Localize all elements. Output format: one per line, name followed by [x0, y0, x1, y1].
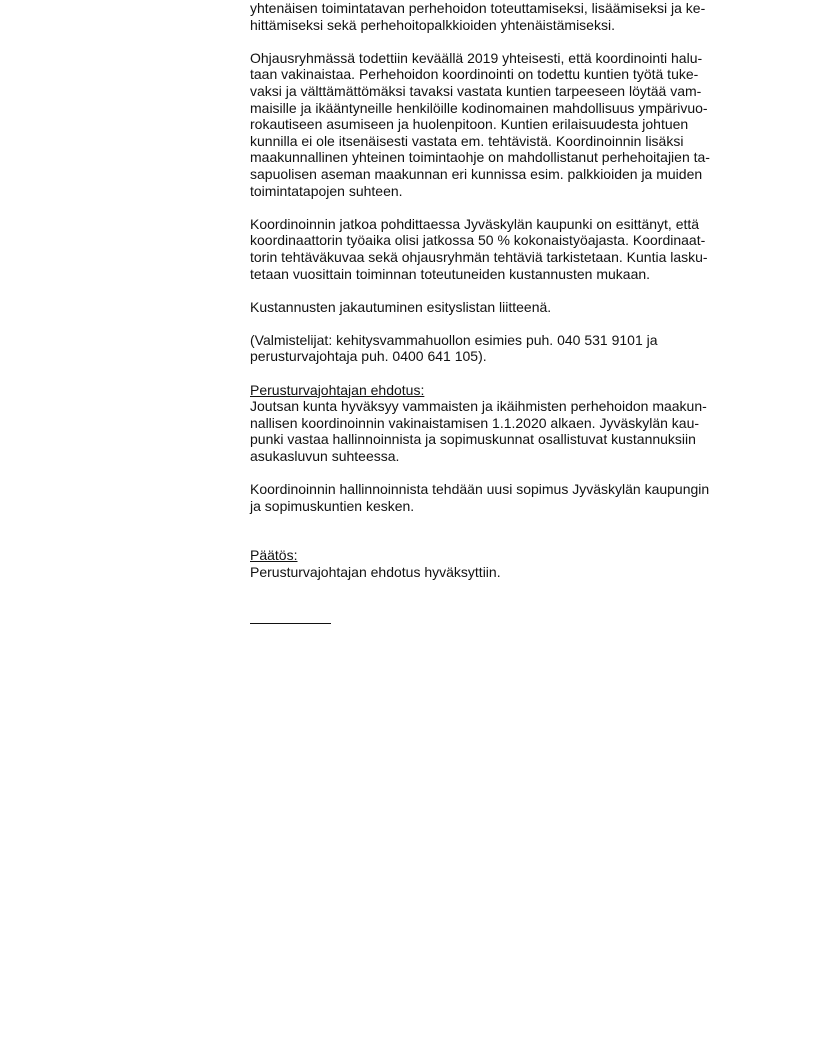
text-line: hittämiseksi sekä perhehoitopalkkioiden yhtenäistämiseksi.: [250, 16, 615, 33]
document-body: [250, 0, 734, 581]
text-line: vaksi ja välttämättömäksi tavaksi vastata kuntien tarpeeseen löytää vam-: [250, 82, 702, 99]
paragraph-intro-continued: [250, 0, 734, 33]
paragraph-steering-group: [250, 50, 734, 199]
text-line: yhtenäisen toimintatavan perhehoidon toteuttamiseksi, lisäämiseksi ja ke-: [250, 0, 706, 16]
text-line: Koordinoinnin hallinnoinnista tehdään uusi sopimus Jyväskylän kaupungin: [250, 481, 710, 498]
proposal-section: [250, 382, 734, 465]
text-line: Koordinoinnin jatkoa pohdittaessa Jyväskylän kaupunki on esittänyt, että: [250, 215, 700, 232]
text-line: punki vastaa hallinnoinnista ja sopimuskunnat osallistuvat kustannuksiin: [250, 431, 696, 448]
text-line: kunnilla ei ole itsenäisesti vastata em. tehtävistä. Koordinoinnin lisäksi: [250, 132, 684, 149]
paragraph-preparers: [250, 332, 734, 365]
text-line: sapuolisen aseman maakunnan eri kunnissa esim. palkkioiden ja muiden: [250, 165, 703, 182]
text-line: taan vakinaistaa. Perhehoidon koordinointi on todettu kuntien työtä tuke-: [250, 66, 699, 83]
text-line: koordinaattorin työaika olisi jatkossa 50 % kokonaistyöajasta. Koordinaat-: [250, 232, 706, 249]
text-line: nallisen koordinoinnin vakinaistamisen 1.1.2020 alkaen. Jyväskylän kau-: [250, 414, 700, 431]
text-line: asukasluvun suhteessa.: [250, 448, 400, 465]
text-line: perusturvajohtaja puh. 0400 641 105).: [250, 348, 487, 365]
text-line: Joutsan kunta hyväksyy vammaisten ja ikäihmisten perhehoidon maakun-: [250, 398, 707, 415]
text-line: Kustannusten jakautuminen esityslistan liitteenä.: [250, 298, 552, 315]
text-line: torin tehtäväkuvaa sekä ohjausryhmän tehtäviä tarkistetaan. Kuntia lasku-: [250, 248, 708, 265]
text-line: (Valmistelijat: kehitysvammahuollon esimies puh. 040 531 9101 ja: [250, 331, 658, 348]
text-line: toimintatapojen suhteen.: [250, 182, 403, 199]
decision-text: Perusturvajohtajan ehdotus hyväksyttiin.: [250, 564, 501, 580]
decision-heading: Päätös:: [250, 547, 298, 564]
text-line: maisille ja ikääntyneille henkilöille kodinomainen mahdollisuus ympärivuo-: [250, 99, 708, 116]
proposal-heading: Perusturvajohtajan ehdotus:: [250, 381, 425, 398]
text-line: Ohjausryhmässä todettiin keväällä 2019 yhteisesti, että koordinointi halu-: [250, 49, 703, 66]
proposal-followup: [250, 481, 734, 514]
paragraph-cost-attachment: [250, 299, 734, 316]
text-line: tetaan vuosittain toiminnan toteutuneiden kustannusten mukaan.: [250, 265, 651, 282]
text-line: rokautiseen asumiseen ja huolenpitoon. Kuntien erilaisuudesta johtuen: [250, 116, 689, 133]
decision-section: [250, 547, 734, 580]
text-line: ja sopimuskuntien kesken.: [250, 497, 415, 514]
text-line: maakunnallinen yhteinen toimintaohje on mahdollistanut perhehoitajien ta-: [250, 149, 710, 166]
end-rule-divider: [250, 623, 331, 624]
paragraph-continuation: [250, 216, 734, 282]
